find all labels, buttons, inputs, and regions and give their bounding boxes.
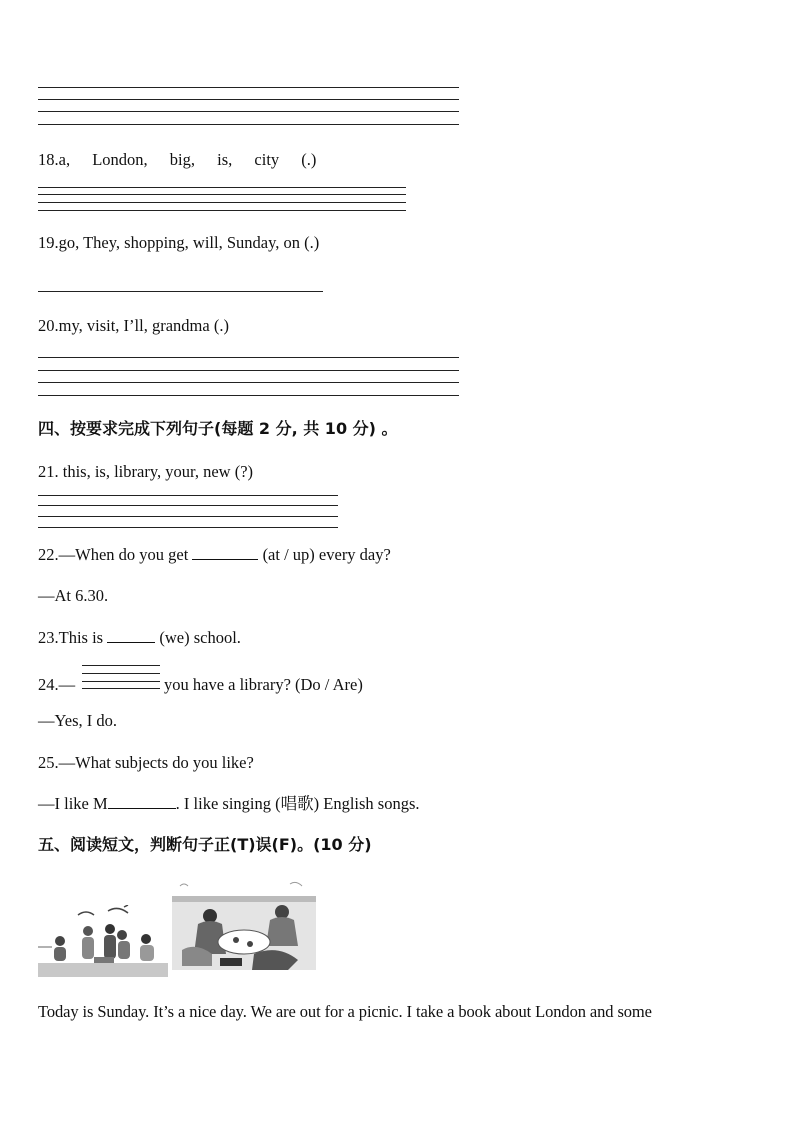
answer-line[interactable]: [38, 111, 459, 112]
question-25: 25.—What subjects do you like?: [38, 753, 254, 772]
answer-line[interactable]: [38, 516, 338, 517]
section-4-heading: 四、按要求完成下列句子(每题 2 分, 共 10 分) 。: [38, 419, 398, 438]
answer-text: —I like M: [38, 794, 108, 813]
question-24: you have a library? (Do / Are): [164, 675, 363, 694]
question-21: 21. this, is, library, your, new (?): [38, 462, 254, 481]
answer-line[interactable]: [38, 370, 459, 371]
word: city: [254, 150, 280, 169]
word: big,: [169, 150, 196, 169]
answer-22: —At 6.30.: [38, 586, 109, 605]
section-5-heading: 五、阅读短文，判断句子正(T)误(F)。(10 分): [38, 835, 372, 854]
fill-blank[interactable]: [107, 628, 155, 643]
answer-line[interactable]: [82, 673, 160, 674]
answer-line[interactable]: [38, 202, 406, 203]
fill-blank[interactable]: [192, 545, 258, 560]
question-text: (we) school.: [159, 628, 241, 647]
answer-line[interactable]: [38, 527, 338, 528]
picnic-illustration-large: [170, 880, 318, 980]
word: a,: [58, 150, 71, 169]
answer-24: —Yes, I do.: [38, 711, 118, 730]
question-23: [38, 628, 241, 648]
answer-line[interactable]: [82, 665, 160, 666]
answer-line[interactable]: [82, 688, 160, 689]
answer-line[interactable]: [38, 291, 323, 292]
answer-line[interactable]: [38, 382, 459, 383]
question-text: 23.This is: [38, 628, 108, 647]
question-22: [38, 545, 391, 565]
answer-line[interactable]: [38, 194, 406, 195]
answer-line[interactable]: [38, 495, 338, 496]
answer-line[interactable]: [38, 505, 338, 506]
answer-line[interactable]: [38, 210, 406, 211]
answer-line[interactable]: [82, 681, 160, 682]
word: is,: [217, 150, 233, 169]
question-text: (at / up) every day?: [262, 545, 391, 564]
question-18: [38, 150, 316, 170]
word: London,: [92, 150, 148, 169]
question-24-number: 24.—: [38, 675, 76, 694]
question-19: 19.go, They, shopping, will, Sunday, on (.): [38, 233, 320, 252]
picnic-illustration-small: [38, 905, 168, 977]
answer-25: [38, 794, 420, 814]
answer-line[interactable]: [38, 357, 459, 358]
reading-passage: Today is Sunday. It’s a nice day. We are out for a picnic. I take a book about London and some: [38, 1002, 652, 1021]
answer-line[interactable]: [38, 395, 459, 396]
answer-line[interactable]: [38, 99, 459, 100]
word: (.): [301, 150, 317, 169]
answer-line[interactable]: [38, 124, 459, 125]
question-number: 18.: [38, 150, 59, 169]
answer-line[interactable]: [38, 187, 406, 188]
question-text: —When do you get: [58, 545, 193, 564]
question-20: 20.my, visit, I’ll, grandma (.): [38, 316, 229, 335]
fill-blank[interactable]: [108, 794, 176, 809]
answer-line[interactable]: [38, 87, 459, 88]
answer-text: . I like singing (唱歌) English songs.: [175, 794, 420, 813]
question-number: 22.: [38, 545, 59, 564]
